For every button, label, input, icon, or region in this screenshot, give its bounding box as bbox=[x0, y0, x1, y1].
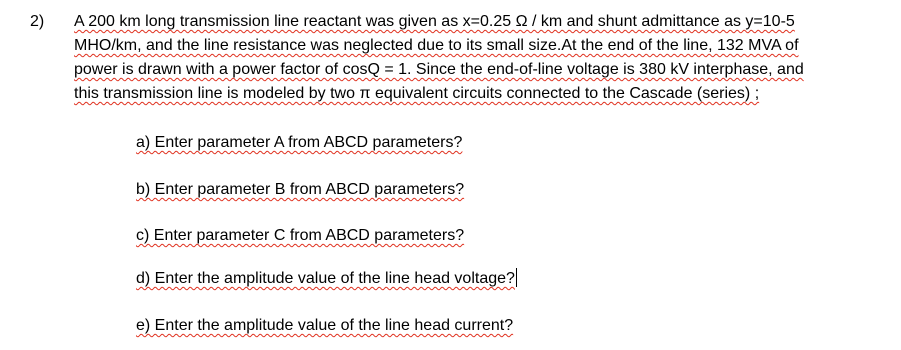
sub-question-e-text: e) Enter the amplitude value of the line head current? bbox=[136, 317, 514, 334]
sub-question-a-text: a) Enter parameter A from ABCD parameters? bbox=[136, 134, 463, 151]
question-line-1: A 200 km long transmission line reactant was given as x=0.25 Ω / km and shunt admittance as y=10-5 bbox=[74, 13, 795, 30]
sub-question-b bbox=[136, 178, 464, 202]
sub-question-d[interactable] bbox=[136, 267, 517, 291]
question-number: 2) bbox=[30, 13, 45, 30]
text-cursor bbox=[516, 268, 517, 287]
question-text bbox=[74, 10, 864, 106]
question-line-2: MHO/km, and the line resistance was neglected due to its small size.At the end of the line, 132 MVA of bbox=[74, 37, 799, 54]
question-line-3: power is drawn with a power factor of cosQ = 1. Since the end-of-line voltage is 380 kV interphase, and bbox=[74, 61, 804, 78]
sub-question-e bbox=[136, 314, 513, 338]
sub-question-a bbox=[136, 131, 462, 155]
question-line-4: this transmission line is modeled by two π equivalent circuits connected to the Cascade (series) ; bbox=[74, 85, 760, 102]
sub-question-c-text: c) Enter parameter C from ABCD parameters? bbox=[136, 227, 465, 244]
sub-question-d-text: d) Enter the amplitude value of the line head voltage? bbox=[136, 270, 515, 287]
sub-question-c bbox=[136, 224, 464, 248]
sub-question-b-text: b) Enter parameter B from ABCD parameters? bbox=[136, 181, 465, 198]
